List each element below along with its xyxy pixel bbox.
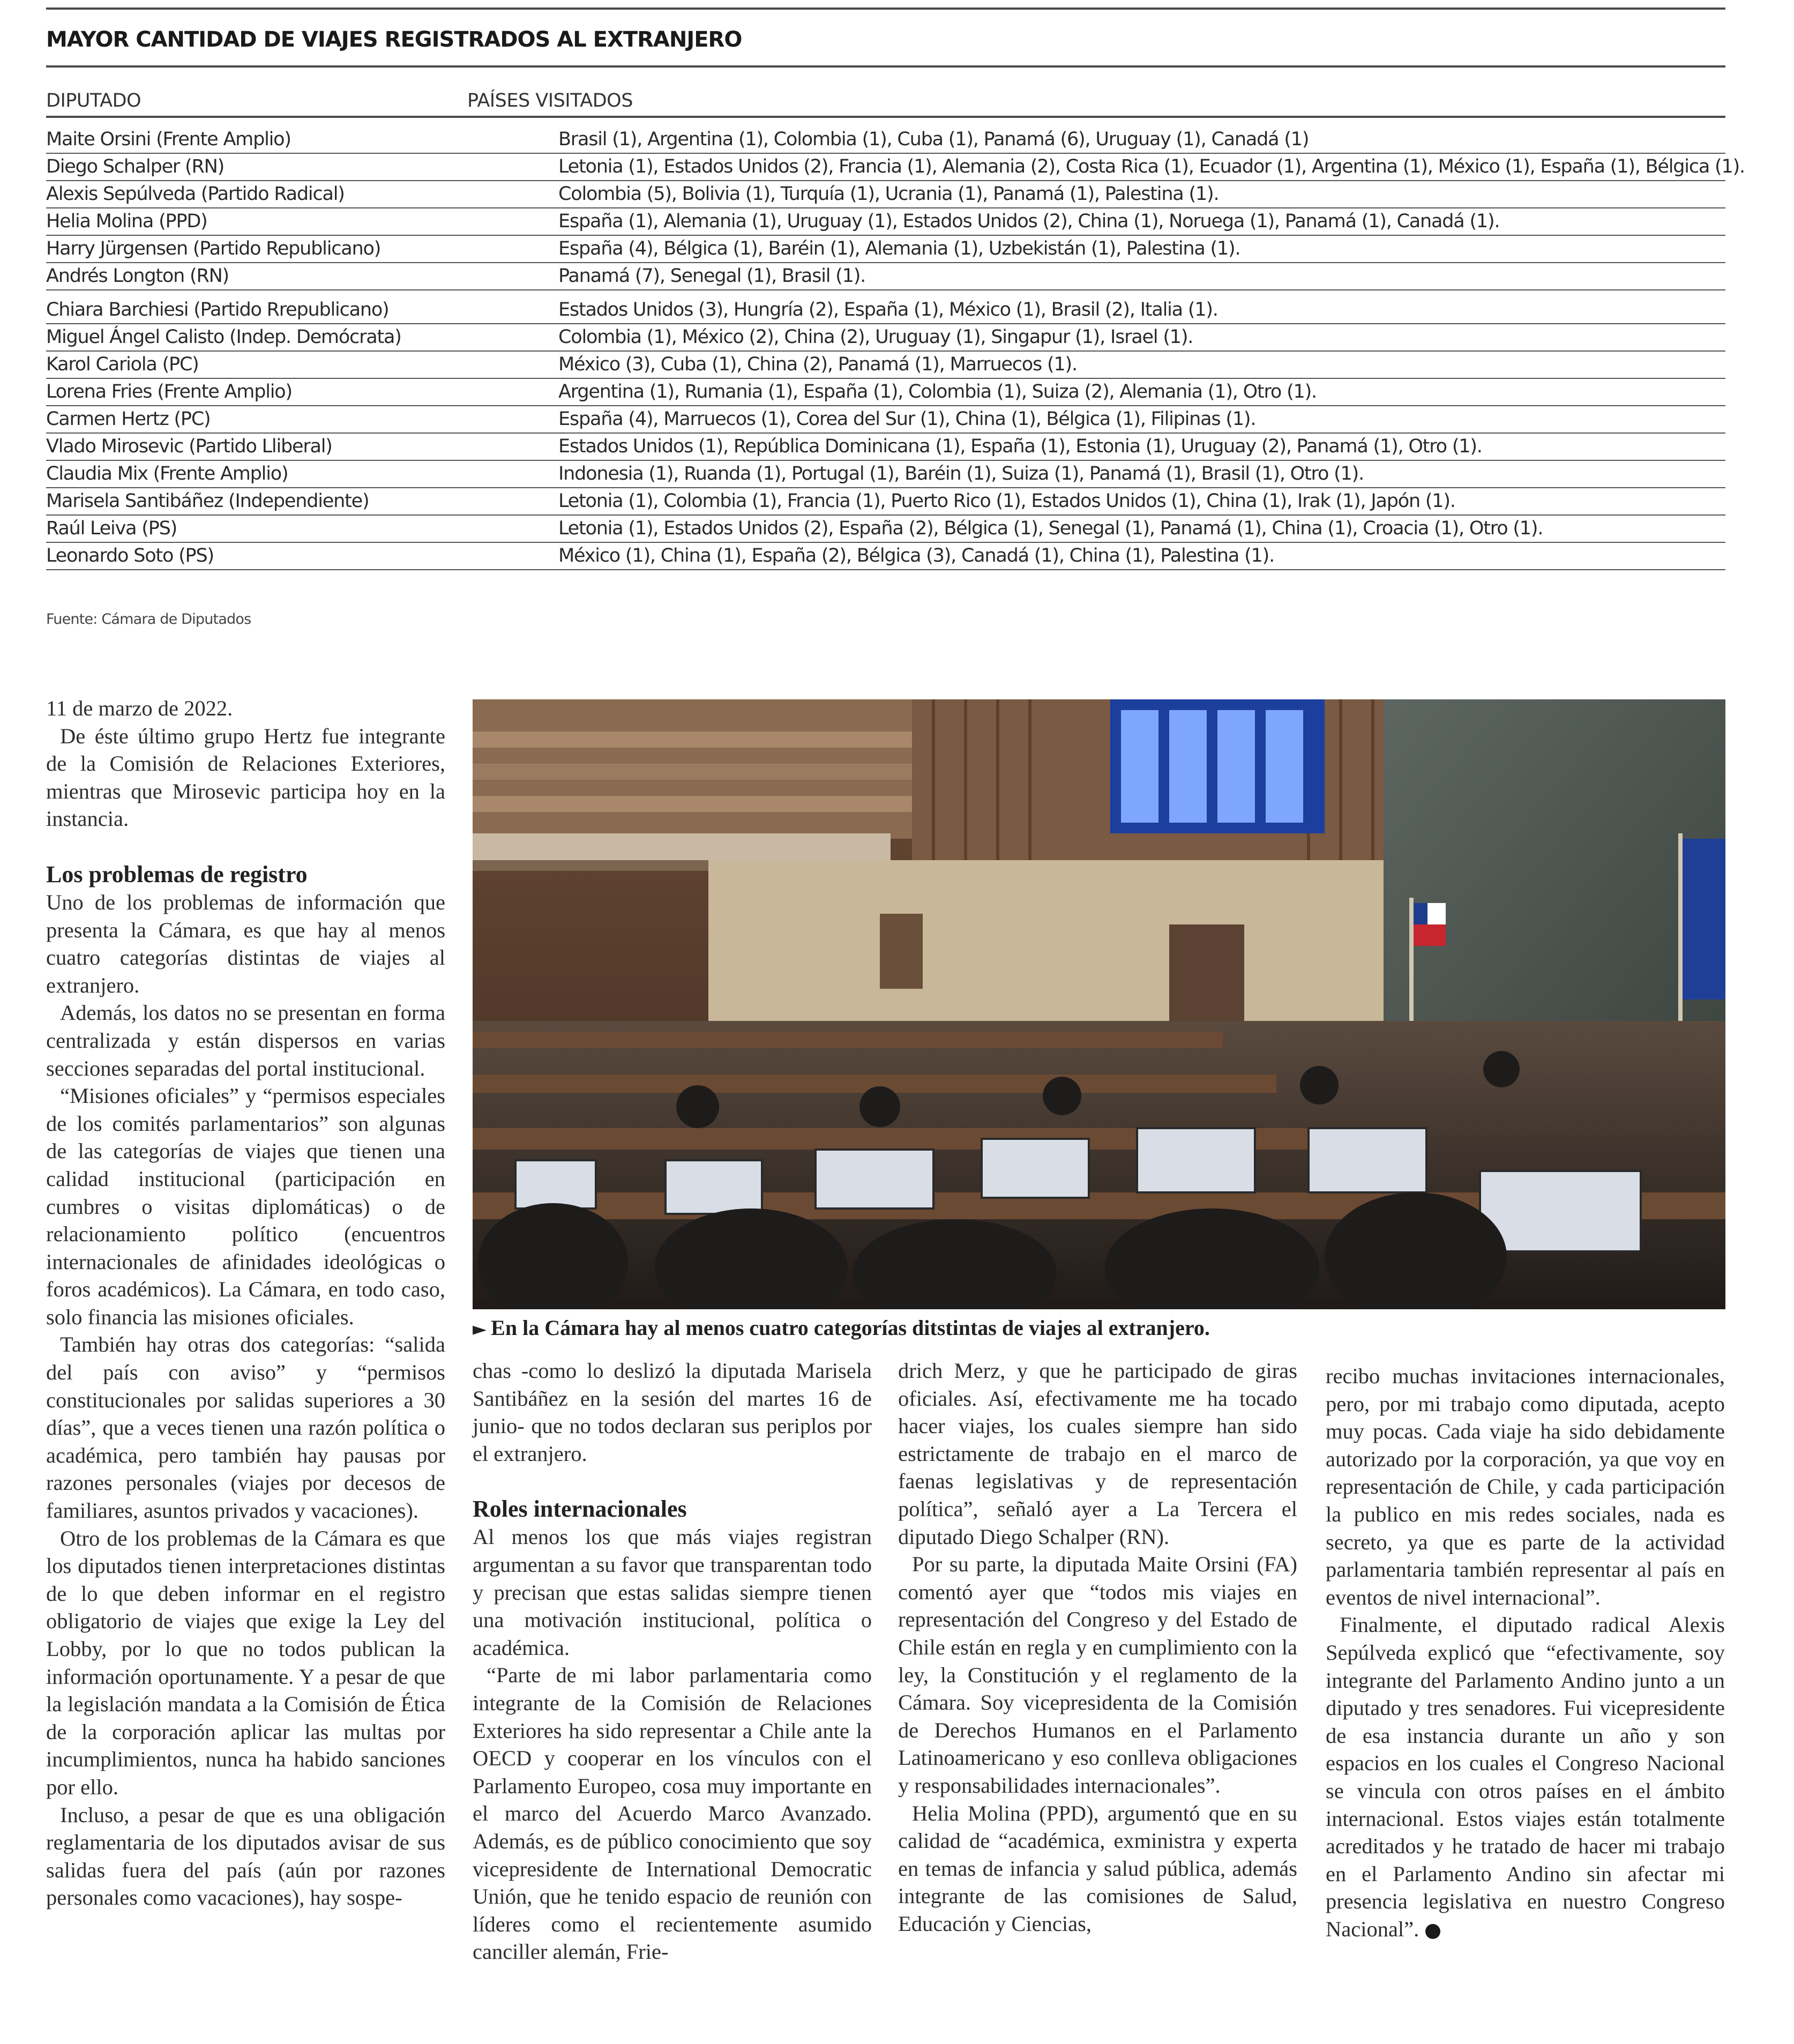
article-column-4 [1326, 1362, 1725, 1943]
cell-diputado: Claudia Mix (Frente Amplio) [46, 463, 288, 484]
column-header-paises: PAÍSES VISITADOS [467, 90, 633, 111]
table-title: MAYOR CANTIDAD DE VIAJES REGISTRADOS AL EXTRANJERO [46, 27, 742, 52]
table-row [46, 434, 1725, 461]
cell-paises: Estados Unidos (1), República Dominicana (1), España (1), Estonia (1), Uruguay (2), Panamá (1), Otro (1). [558, 436, 1482, 457]
table-header-rule [46, 116, 1725, 118]
article-paragraph: Además, los datos no se presentan en forma centralizada y están dispersos en varias secciones separadas del portal institucional. [46, 1001, 445, 1080]
cell-diputado: Marisela Santibáñez (Independiente) [46, 490, 369, 512]
cell-paises: México (1), China (1), España (2), Bélgica (3), Canadá (1), China (1), Palestina (1). [558, 545, 1274, 566]
cell-paises: Colombia (1), México (2), China (2), Uruguay (1), Singapur (1), Israel (1). [558, 326, 1193, 348]
cell-diputado: Diego Schalper (RN) [46, 156, 225, 177]
column-header-diputado: DIPUTADO [46, 90, 141, 111]
table-row [46, 263, 1725, 290]
cell-paises: Estados Unidos (3), Hungría (2), España (1), México (1), Brasil (2), Italia (1). [558, 299, 1218, 320]
table-row [46, 379, 1725, 406]
table-row [46, 126, 1725, 154]
article-column-1 [46, 695, 445, 1912]
travel-table [46, 8, 1745, 570]
table-source: Fuente: Cámara de Diputados [46, 611, 251, 628]
article-paragraph: “Parte de mi labor parlamentaria como integrante de la Comisión de Relaciones Exteriores ha sido representar a Chile ante la OECD y cooperar en los vínculos con el Parlamento Europeo, cosa muy importante en el marco del Acuerdo Marco Avanzado. Además, es de público conocimiento que soy vicepresidente de International Democratic Unión, que he tenido espacio de reunión con líderes como el recientemente asumido canciller alemán, Frie- [473, 1663, 872, 1964]
cell-diputado: Andrés Longton (RN) [46, 265, 229, 287]
article-column-3 [898, 1357, 1297, 1937]
table-row [46, 461, 1725, 488]
table-header [46, 68, 1725, 116]
caption-marker: ► [473, 1318, 487, 1340]
cell-paises: Brasil (1), Argentina (1), Colombia (1), Cuba (1), Panamá (6), Uruguay (1), Canadá (1) [558, 129, 1309, 150]
cell-diputado: Leonardo Soto (PS) [46, 545, 214, 566]
article-paragraph: De éste último grupo Hertz fue integrante de la Comisión de Relaciones Exteriores, mientras que Mirosevic participa hoy en la instancia. [46, 723, 445, 831]
article-paragraph: chas -como lo deslizó la diputada Marisela Santibáñez en la sesión del martes 16 de junio- que no todos declaran sus periplos por el extranjero. [473, 1359, 872, 1466]
article-column-2 [473, 1357, 872, 1966]
article-paragraph: También hay otras dos categorías: “salida del país con aviso” y “permisos constitucionales por salidas superiores a 30 días”, que a veces tienen una razón política o académica, pero también hay pausas por razones personales (viajes por decesos de familiares, asuntos privados y vacaciones). [46, 1332, 445, 1523]
cell-paises: Letonia (1), Estados Unidos (2), Francia (1), Alemania (2), Costa Rica (1), Ecuador (1), Argentina (1), México (1), España (1), Bélgica (1). [558, 156, 1745, 177]
cell-paises: España (1), Alemania (1), Uruguay (1), Estados Unidos (2), China (1), Noruega (1), Panamá (1), Canadá (1). [558, 211, 1500, 232]
cell-diputado: Carmen Hertz (PC) [46, 408, 211, 430]
cell-diputado: Miguel Ángel Calisto (Indep. Demócrata) [46, 326, 401, 348]
table-row [46, 154, 1745, 181]
cell-paises: Letonia (1), Colombia (1), Francia (1), Puerto Rico (1), Estados Unidos (1), China (1), Irak (1), Japón (1). [558, 490, 1455, 512]
cell-paises: Argentina (1), Rumania (1), España (1), Colombia (1), Suiza (2), Alemania (1), Otro (1). [558, 381, 1317, 402]
table-row [46, 324, 1725, 352]
cell-paises: México (3), Cuba (1), China (2), Panamá (1), Marruecos (1). [558, 354, 1077, 375]
article-paragraph: Otro de los problemas de la Cámara es que los diputados tienen interpretaciones distintas de lo que deben informar en el registro obligatorio de viajes que exige la Ley del Lobby, por lo que no todos publican la información oportunamente. Y a pesar de que la legislación mandata a la Comisión de Ética de la corporación aplicar las multas por incumplimientos, nunca ha habido sanciones por ello. [46, 1526, 445, 1799]
article-paragraph [1326, 1611, 1725, 1943]
article-paragraph: Por su parte, la diputada Maite Orsini (FA) comentó ayer que “todos mis viajes en representación del Congreso y del Estado de Chile están en regla y en cumplimiento con la ley, la Constitución y el reglamento de la Cámara. Soy vicepresidenta de la Comisión de Derechos Humanos en el Parlamento Latinoamericano y eso conlleva obligaciones y responsabilidades internacionales”. [898, 1552, 1297, 1797]
cell-diputado: Chiara Barchiesi (Partido Rrepublicano) [46, 299, 389, 320]
article-paragraph: Uno de los problemas de información que presenta la Cámara, es que hay al menos cuatro categorías distintas de viajes al extranjero. [46, 890, 445, 997]
cell-diputado: Lorena Fries (Frente Amplio) [46, 381, 292, 402]
table-row [46, 352, 1725, 379]
table-row [46, 406, 1725, 434]
chamber-photo [473, 699, 1725, 1309]
table-row [46, 297, 1725, 324]
article-paragraph: recibo muchas invitaciones internacionales, pero, por mi trabajo como diputada, acepto muy pocas. Cada viaje ha sido debidamente autorizado por la corporación, ya que voy en representación de Chile, y cada participación la publico en mis redes sociales, nada es secreto, ya que es parte de la actividad parlamentaria también representar al país en eventos de nivel internacional”. [1326, 1364, 1725, 1609]
cell-diputado: Helia Molina (PPD) [46, 211, 207, 232]
table-row [46, 181, 1725, 208]
closing-paragraph-text: Finalmente, el diputado radical Alexis Sepúlveda explicó que “efectivamente, soy integrante del Parlamento Andino junto a un diputado y tres senadores. Fui vicepresidente de esa instancia durante un año y son espacios en los cuales el Congreso Nacional se vincula con otros países en el ámbito internacional. Estos viajes están totalmente acreditados y he tratado de hacer mi trabajo en el Parlamento Andino sin afectar mi presencia legislativa en nuestro Congreso Nacional”. [1326, 1613, 1725, 1941]
end-mark-icon [1425, 1924, 1440, 1939]
article-paragraph: Al menos los que más viajes registran argumentan a su favor que transparentan todo y precisan que estas salidas siempre tienen una motivación institucional, política o académica. [473, 1525, 872, 1660]
cell-paises: Colombia (5), Bolivia (1), Turquía (1), Ucrania (1), Panamá (1), Palestina (1). [558, 183, 1219, 205]
section-heading: Los problemas de registro [46, 861, 308, 887]
cell-paises: España (4), Bélgica (1), Baréin (1), Alemania (1), Uzbekistán (1), Palestina (1). [558, 238, 1240, 259]
table-top-rule [46, 8, 1725, 10]
table-row [46, 488, 1725, 516]
cell-diputado: Vlado Mirosevic (Partido Lliberal) [46, 436, 332, 457]
cell-paises: Indonesia (1), Ruanda (1), Portugal (1), Baréin (1), Suiza (1), Panamá (1), Brasil (1), Otro (1). [558, 463, 1364, 484]
cell-diputado: Harry Jürgensen (Partido Republicano) [46, 238, 381, 259]
photo-caption [473, 1314, 1725, 1343]
cell-diputado: Karol Cariola (PC) [46, 354, 199, 375]
table-row [46, 208, 1725, 236]
article-paragraph: drich Merz, y que he participado de giras oficiales. Así, efectivamente me ha tocado hacer viajes, los cuales siempre han sido estrictamente de trabajo en el marco de faenas legislativas y de representación política”, señaló ayer a La Tercera el diputado Diego Schalper (RN). [898, 1359, 1297, 1549]
article-paragraph: “Misiones oficiales” y “permisos especiales de los comités parlamentarios” son algunas de las categorías de viajes que tienen una calidad institucional (participación en cumbres o visitas diplomáticas) o de relacionamiento político (encuentros internacionales de afinidades ideológicas o foros académicos). La Cámara, en todo caso, solo financia las misiones oficiales. [46, 1084, 445, 1329]
cell-diputado: Maite Orsini (Frente Amplio) [46, 129, 291, 150]
table-row [46, 236, 1725, 263]
section-heading: Roles internacionales [473, 1496, 687, 1523]
table-body [46, 126, 1745, 570]
caption-text: En la Cámara hay al menos cuatro categorías ditstintas de viajes al extranjero. [491, 1316, 1210, 1340]
table-row [46, 516, 1725, 543]
article-paragraph: Helia Molina (PPD), argumentó que en su calidad de “académica, exministra y experta en temas de infancia y salud pública, además integrante de las comisiones de Salud, Educación y Ciencias, [898, 1801, 1297, 1936]
table-row [46, 543, 1725, 570]
cell-diputado: Raúl Leiva (PS) [46, 518, 177, 539]
cell-diputado: Alexis Sepúlveda (Partido Radical) [46, 183, 345, 205]
cell-paises: Panamá (7), Senegal (1), Brasil (1). [558, 265, 866, 287]
cell-paises: Letonia (1), Estados Unidos (2), España (2), Bélgica (1), Senegal (1), Panamá (1), China (1), Croacia (1), Otro (1). [558, 518, 1543, 539]
article-paragraph: 11 de marzo de 2022. [46, 696, 233, 720]
cell-paises: España (4), Marruecos (1), Corea del Sur (1), China (1), Bélgica (1), Filipinas (1). [558, 408, 1256, 430]
article-paragraph: Incluso, a pesar de que es una obligación reglamentaria de los diputados avisar de sus salidas fuera del país (aún por razones personales como vacaciones), hay sospe- [46, 1802, 445, 1910]
